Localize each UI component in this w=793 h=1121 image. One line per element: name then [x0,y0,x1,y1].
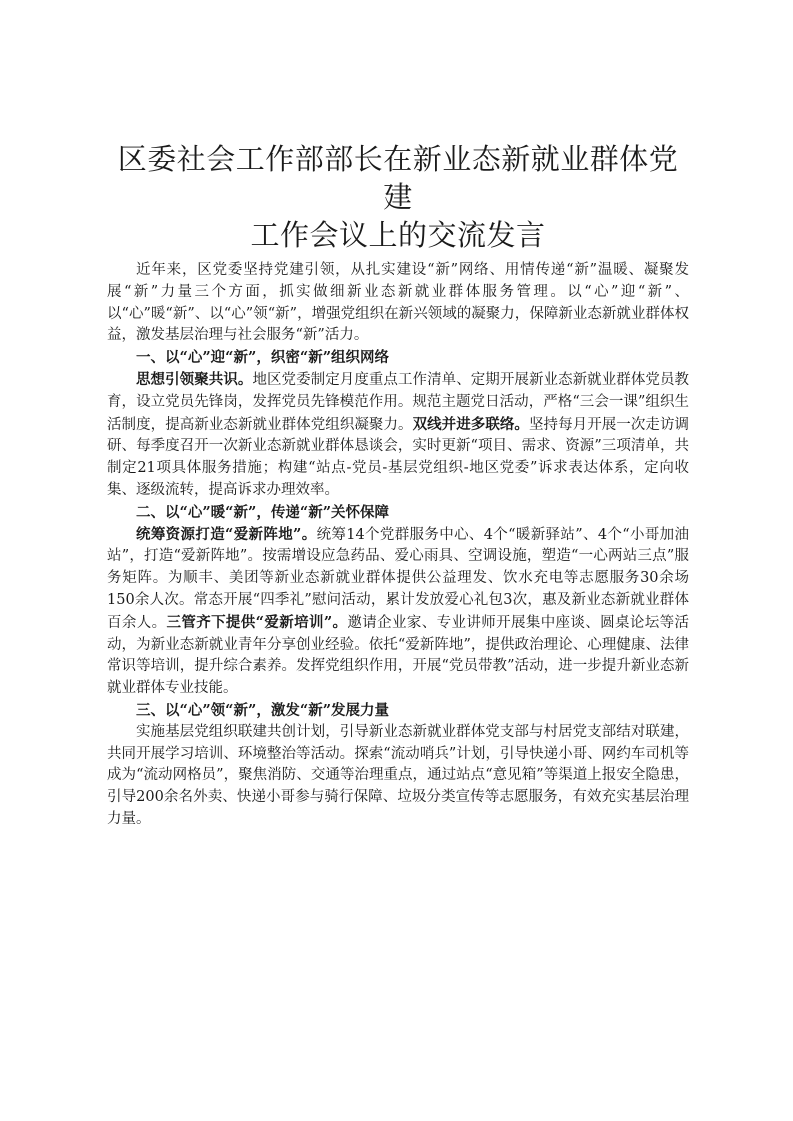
section-1-text-1: 地区党委制定月度重点工作清单、定期开展新业态新就业群体党员教育，设立党员先锋岗，发挥党员先锋模范作用。规范主题党日活动，严格“三会一课”组织生活制度，提高新业态新就业群体党组织凝聚力。 [107,371,690,433]
title-line-2: 工作会议上的交流发言 [250,218,546,252]
section-3-heading: 三、以“心”领“新”，激发“新”发展力量 [136,701,390,719]
section-2-text-1: 统筹14个党群服务中心、4个“暖新驿站”、4个“小哥加油站”，打造“爱新阵地”。按需增设应急药品、爱心雨具、空调设施，塑造“一心两站三点”服务矩阵。为顺丰、美团等新业态新就业群体提供公益理发、饮水充电等志愿服务30余场150余人次。常态开展“四季礼”慰问活动，累计发放爱心礼包3次，惠及新业态新就业群体百余人。 [107,526,689,631]
section-3-paragraph: 实施基层党组织联建共创计划，引导新业态新就业群体党支部与村居党支部结对联建，共同开展学习培训、环境整治等活动。探索“流动哨兵”计划，引导快递小哥、网约车司机等成为“流动网格员”，聚焦消防、交通等治理重点，通过站点“意见箱”等渠道上报安全隐患，引导200余名外卖、快递小哥参与骑行保障、垃圾分类宣传等志愿服务，有效充实基层治理力量。 [107,723,689,827]
section-1-text-2: 坚持每月开展一次走访调研、每季度召开一次新业态新就业群体恳谈会，实时更新“项目、需求、资源”三项清单，共制定21项具体服务措施；构建“站点-党员-基层党组织-地区党委”诉求表达体系，定向收集、逐级流转，提高诉求办理效率。 [107,416,690,498]
section-2-heading: 二、以“心”暖“新”，传递“新”关怀保障 [136,503,390,521]
document-title [107,140,689,254]
section-2-lead-1: 统筹资源打造“爱新阵地”。 [136,525,317,543]
document-page [107,140,689,831]
section-2-text-2: 邀请企业家、专业讲师开展集中座谈、圆桌论坛等活动，为新业态新就业青年分享创业经验。依托“爱新阵地”，提供政治理论、心理健康、法律常识等培训，提升综合素养。发挥党组织作用，开展“党员带教”活动，进一步提升新业态新就业群体专业技能。 [107,614,689,697]
section-1-lead-2: 双线并进多联络。 [412,415,529,433]
title-line-1: 区委社会工作部部长在新业态新就业群体党建 [117,142,679,214]
section-1-paragraph [107,369,689,502]
section-1-heading: 一、以“心”迎“新”，织密“新”组织网络 [136,349,390,367]
section-1-lead-1: 思想引领聚共识。 [136,370,253,388]
section-2-lead-2: 三管齐下提供“爱新培训”。 [166,613,348,631]
section-2-paragraph [107,524,689,700]
intro-paragraph: 近年来，区党委坚持党建引领，从扎实建设“新”网络、用情传递“新”温暖、凝聚发展“新”力量三个方面，抓实做细新业态新就业群体服务管理。以“心”迎“新”、以“心”暖“新”、以“心”领“新”，增强党组织在新兴领域的凝聚力，保障新业态新就业群体权益，激发基层治理与社会服务“新”活力。 [107,262,689,344]
